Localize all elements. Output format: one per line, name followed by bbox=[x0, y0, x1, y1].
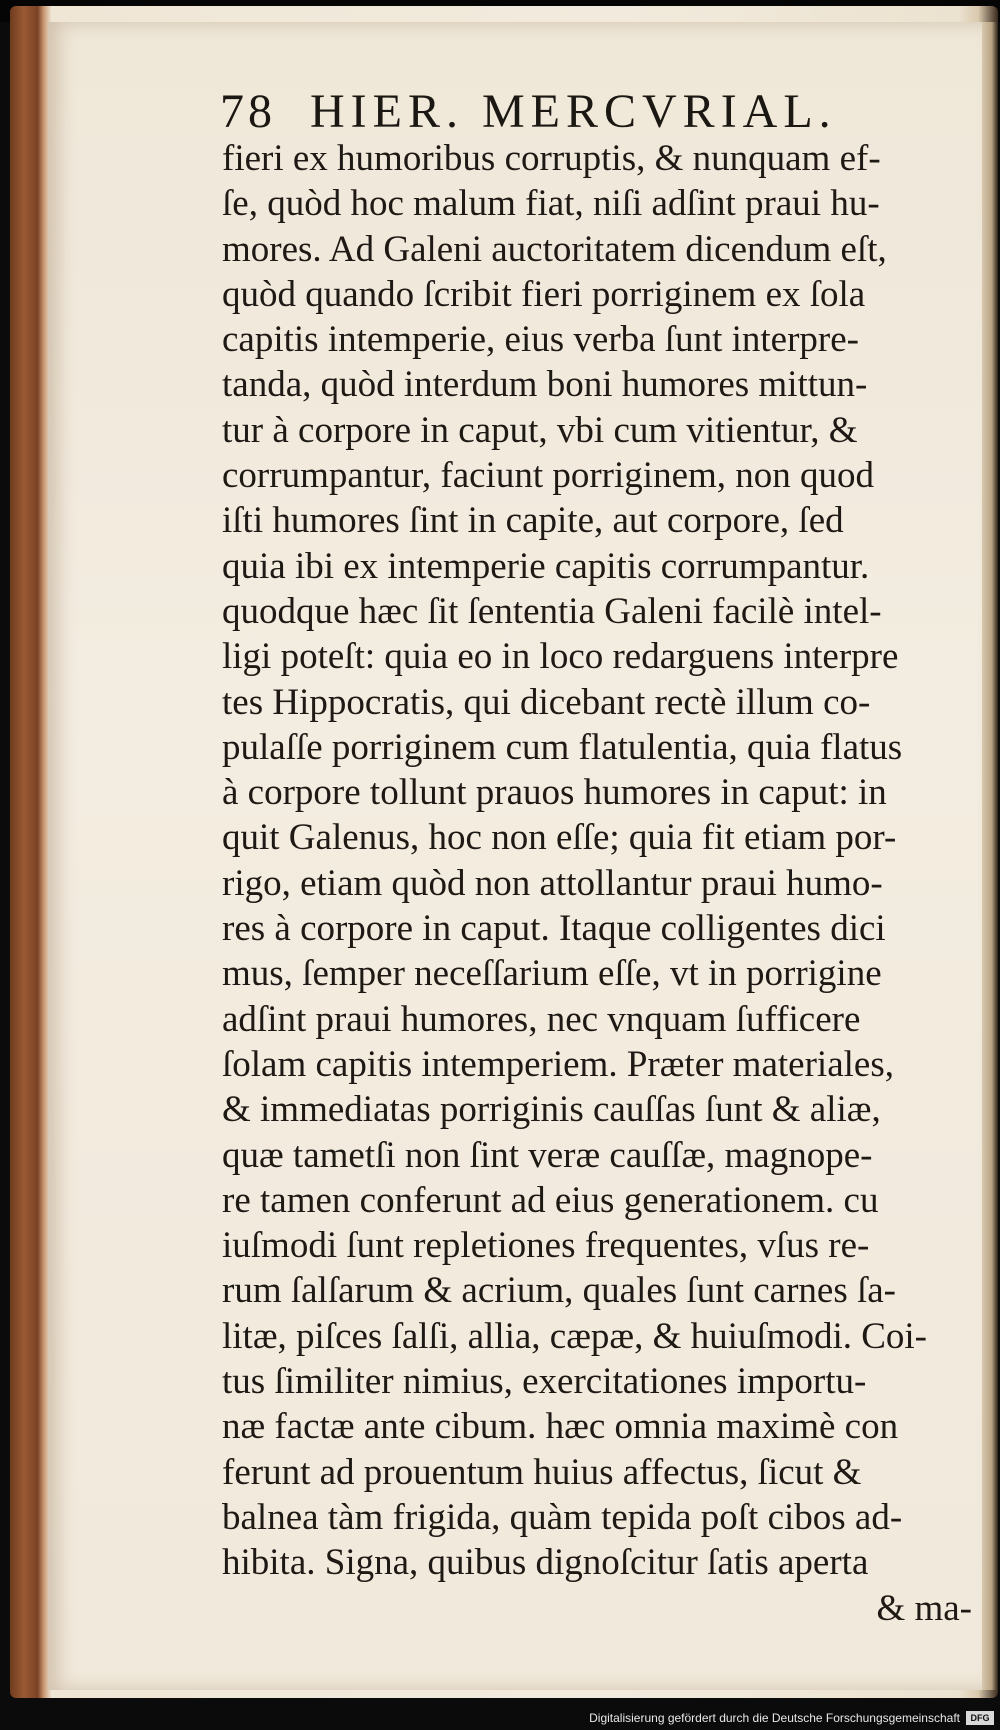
text-line: tes Hippocratis, qui dicebant rectè illum co- bbox=[222, 681, 871, 723]
text-line: quia ibi ex intemperie capitis corrumpantur. bbox=[222, 545, 870, 587]
text-line: ſe, quòd hoc malum fiat, niſi adſint praui hu- bbox=[222, 183, 880, 225]
text-line: & immediatas porriginis cauſſas ſunt & aliæ, bbox=[222, 1089, 881, 1131]
text-line: quodque hæc ſit ſententia Galeni facilè intel- bbox=[222, 590, 882, 632]
text-line: rum ſalſarum & acrium, quales ſunt carnes ſa- bbox=[222, 1270, 896, 1312]
text-line: à corpore tollunt prauos humores in caput: in bbox=[222, 772, 887, 814]
running-header bbox=[220, 84, 920, 139]
text-line: capitis intemperie, eius verba ſunt interpre- bbox=[222, 319, 859, 361]
text-line: tus ſimiliter nimius, exercitationes importu- bbox=[222, 1361, 867, 1403]
text-line: ſolam capitis intemperiem. Præter materiales, bbox=[222, 1043, 894, 1085]
text-line: tanda, quòd interdum boni humores mittun- bbox=[222, 364, 868, 406]
page-body bbox=[222, 136, 972, 1631]
footer-credit: Digitalisierung gefördert durch die Deutsche Forschungsgemeinschaft bbox=[589, 1711, 960, 1725]
text-line: iſti humores ſint in capite, aut corpore, ſed bbox=[222, 500, 844, 542]
text-line: balnea tàm frigida, quàm tepida poſt cibos ad- bbox=[222, 1496, 903, 1538]
text-line: pulaſſe porriginem cum flatulentia, quia flatus bbox=[222, 726, 903, 768]
text-line: res à corpore in caput. Itaque colligentes dici bbox=[222, 908, 886, 950]
text-line: næ factæ ante cibum. hæc omnia maximè con bbox=[222, 1406, 899, 1448]
page-number: 78 bbox=[220, 85, 276, 138]
text-line: corrumpantur, faciunt porriginem, non quod bbox=[222, 455, 875, 497]
text-line: quit Galenus, hoc non eſſe; quia fit etiam por- bbox=[222, 817, 897, 859]
text-line: ferunt ad prouentum huius affectus, ſicut & bbox=[222, 1451, 862, 1493]
text-line: re tamen conferunt ad eius generationem. cu bbox=[222, 1179, 879, 1221]
text-line: quæ tametſi non ſint veræ cauſſæ, magnope- bbox=[222, 1134, 873, 1176]
running-title: HIER. MERCVRIAL. bbox=[310, 85, 837, 138]
text-line: iuſmodi ſunt repletiones frequentes, vſus re- bbox=[222, 1225, 870, 1267]
text-line: litæ, piſces ſalſi, allia, cæpæ, & huiuſmodi. Coi- bbox=[222, 1315, 928, 1357]
text-line: rigo, etiam quòd non attollantur praui humo- bbox=[222, 862, 883, 904]
text-line: ligi poteſt: quia eo in loco redarguens interpre bbox=[222, 636, 899, 678]
text-line: hibita. Signa, quibus dignoſcitur ſatis aperta bbox=[222, 1542, 869, 1584]
dfg-logo: DFG bbox=[966, 1711, 994, 1725]
page-right-edge bbox=[982, 22, 998, 1690]
text-line: quòd quando ſcribit fieri porriginem ex ſola bbox=[222, 273, 866, 315]
text-line: mores. Ad Galeni auctoritatem dicendum eſt, bbox=[222, 228, 887, 270]
text-line: mus, ſemper neceſſarium eſſe, vt in porrigine bbox=[222, 953, 882, 995]
text-line: tur à corpore in caput, vbi cum vitientur, & bbox=[222, 409, 858, 451]
text-line: adſint praui humores, nec vnquam ſufficere bbox=[222, 998, 861, 1040]
catchword: & ma- bbox=[876, 1587, 972, 1629]
text-line: fieri ex humoribus corruptis, & nunquam ef- bbox=[222, 138, 881, 179]
